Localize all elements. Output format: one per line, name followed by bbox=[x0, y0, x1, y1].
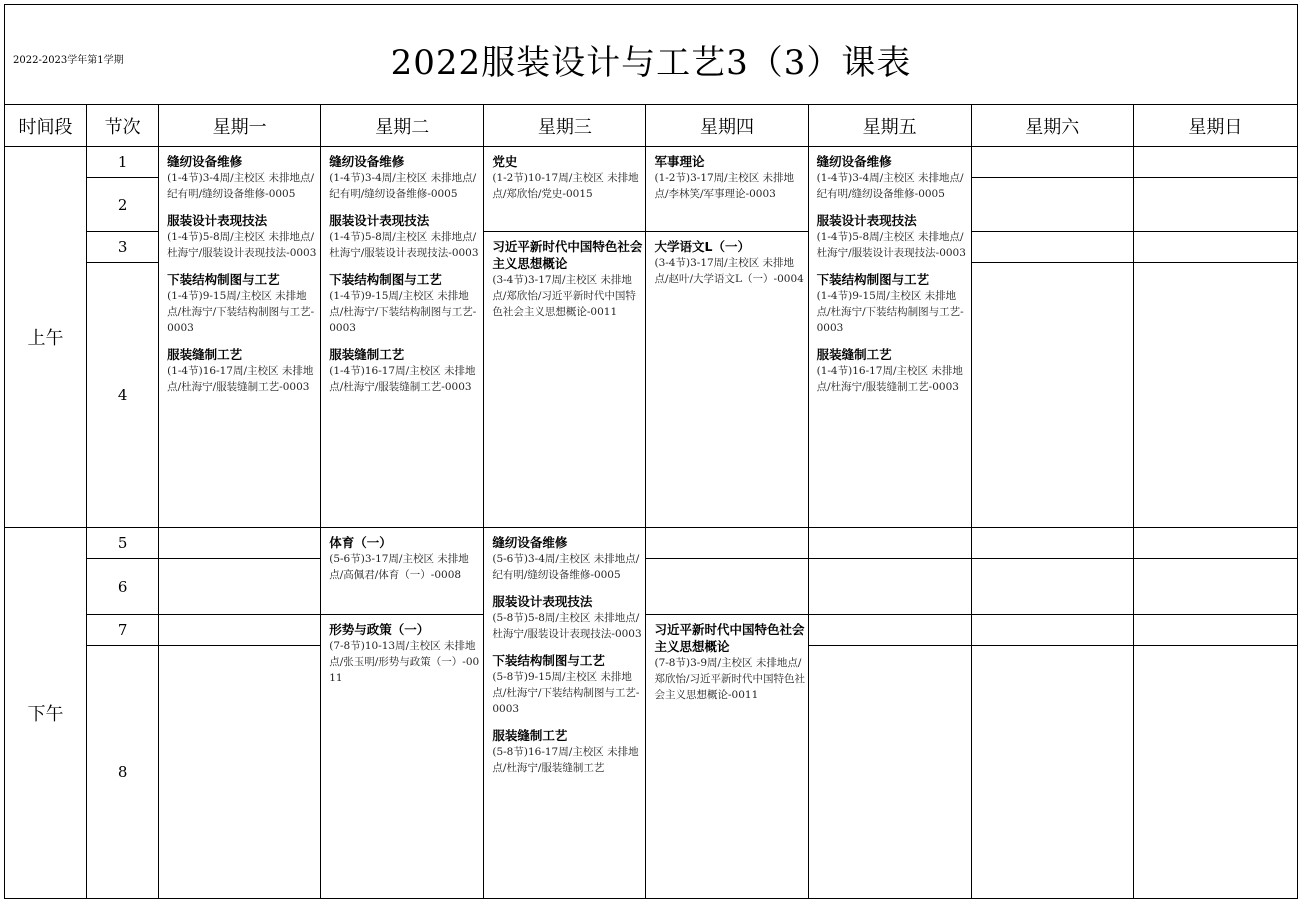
course-name: 军事理论 bbox=[654, 154, 705, 169]
course-name: 服装缝制工艺 bbox=[329, 347, 405, 362]
course-entry bbox=[492, 238, 643, 320]
slot-number: 6 bbox=[87, 559, 159, 615]
cell-wed-12[interactable] bbox=[484, 147, 646, 232]
course-info: (5-6节)3-4周/主校区 未排地点/纪有明/缝纫设备维修-0005 bbox=[492, 553, 640, 581]
course-name: 服装设计表现技法 bbox=[492, 594, 593, 609]
cell-thu-34[interactable] bbox=[646, 232, 808, 528]
cell-mon-5[interactable] bbox=[159, 528, 321, 559]
course-entry bbox=[817, 153, 969, 202]
col-monday: 星期一 bbox=[159, 105, 321, 147]
col-sunday: 星期日 bbox=[1133, 105, 1297, 147]
cell-fri-am[interactable] bbox=[808, 147, 971, 528]
course-name: 缝纫设备维修 bbox=[492, 535, 568, 550]
col-saturday: 星期六 bbox=[971, 105, 1133, 147]
course-entry bbox=[167, 271, 318, 336]
course-entry bbox=[492, 652, 643, 717]
cell-sat-5[interactable] bbox=[971, 528, 1133, 559]
page-title: 2022服装设计与工艺3（3）课表 bbox=[390, 43, 912, 83]
course-name: 服装缝制工艺 bbox=[167, 347, 243, 362]
cell-thu-5[interactable] bbox=[646, 528, 808, 559]
course-entry bbox=[817, 212, 969, 261]
cell-sat-6[interactable] bbox=[971, 559, 1133, 615]
course-info: (3-4节)3-17周/主校区 未排地点/赵叶/大学语文L（一）-0004 bbox=[654, 257, 804, 285]
course-info: (1-4节)3-4周/主校区 未排地点/纪有明/缝纫设备维修-0005 bbox=[329, 172, 477, 200]
course-name: 大学语文L（一） bbox=[654, 239, 750, 254]
course-info: (1-2节)10-17周/主校区 未排地点/郑欣怡/党史-0015 bbox=[492, 172, 639, 200]
cell-tue-78[interactable] bbox=[321, 615, 484, 899]
slot-row-5 bbox=[5, 528, 1298, 559]
course-info: (1-4节)5-8周/主校区 未排地点/杜海宁/服装设计表现技法-0003 bbox=[167, 231, 317, 259]
course-info: (1-4节)9-15周/主校区 未排地点/杜海宁/下装结构制图与工艺-0003 bbox=[329, 290, 477, 334]
cell-thu-78[interactable] bbox=[646, 615, 808, 899]
course-name: 习近平新时代中国特色社会主义思想概论 bbox=[492, 239, 643, 271]
course-name: 下装结构制图与工艺 bbox=[167, 272, 280, 287]
course-info: (1-4节)3-4周/主校区 未排地点/纪有明/缝纫设备维修-0005 bbox=[167, 172, 315, 200]
course-name: 下装结构制图与工艺 bbox=[492, 653, 605, 668]
course-info: (7-8节)10-13周/主校区 未排地点/张玉明/形势与政策（一）-0011 bbox=[329, 640, 480, 684]
cell-fri-5[interactable] bbox=[808, 528, 971, 559]
course-entry bbox=[329, 212, 481, 261]
course-name: 形势与政策（一） bbox=[329, 622, 430, 637]
course-info: (1-4节)16-17周/主校区 未排地点/杜海宁/服装缝制工艺-0003 bbox=[167, 365, 314, 393]
col-friday: 星期五 bbox=[808, 105, 971, 147]
cell-sun-8[interactable] bbox=[1133, 646, 1297, 899]
course-name: 体育（一） bbox=[329, 535, 392, 550]
course-entry bbox=[492, 727, 643, 776]
cell-sat-4[interactable] bbox=[971, 263, 1133, 528]
cell-wed-34[interactable] bbox=[484, 232, 646, 528]
cell-sat-7[interactable] bbox=[971, 615, 1133, 646]
cell-sat-1[interactable] bbox=[971, 147, 1133, 178]
course-info: (1-4节)16-17周/主校区 未排地点/杜海宁/服装缝制工艺-0003 bbox=[816, 365, 963, 393]
course-entry bbox=[167, 212, 318, 261]
course-info: (1-4节)9-15周/主校区 未排地点/杜海宁/下装结构制图与工艺-0003 bbox=[167, 290, 315, 334]
course-info: (1-4节)3-4周/主校区 未排地点/纪有明/缝纫设备维修-0005 bbox=[816, 172, 964, 200]
cell-thu-12[interactable] bbox=[646, 147, 808, 232]
cell-sun-4[interactable] bbox=[1133, 263, 1297, 528]
course-info: (5-8节)9-15周/主校区 未排地点/杜海宁/下装结构制图与工艺-0003 bbox=[492, 671, 640, 715]
slot-number: 8 bbox=[87, 646, 159, 899]
col-thursday: 星期四 bbox=[646, 105, 808, 147]
slot-number: 1 bbox=[87, 147, 159, 178]
course-info: (3-4节)3-17周/主校区 未排地点/郑欣怡/习近平新时代中国特色社会主义思想概论-0011 bbox=[492, 274, 636, 318]
course-info: (1-4节)5-8周/主校区 未排地点/杜海宁/服装设计表现技法-0003 bbox=[329, 231, 479, 259]
course-info: (1-4节)16-17周/主校区 未排地点/杜海宁/服装缝制工艺-0003 bbox=[329, 365, 476, 393]
course-info: (5-8节)16-17周/主校区 未排地点/杜海宁/服装缝制工艺 bbox=[492, 746, 639, 774]
slot-row-1 bbox=[5, 147, 1298, 178]
cell-sun-5[interactable] bbox=[1133, 528, 1297, 559]
course-entry bbox=[329, 534, 481, 583]
course-name: 服装设计表现技法 bbox=[329, 213, 430, 228]
cell-wed-pm[interactable] bbox=[484, 528, 646, 899]
cell-thu-6[interactable] bbox=[646, 559, 808, 615]
col-period: 时间段 bbox=[5, 105, 87, 147]
cell-mon-7[interactable] bbox=[159, 615, 321, 646]
session-morning: 上午 bbox=[5, 147, 87, 528]
term-label: 2022-2023学年第1学期 bbox=[13, 55, 124, 66]
slot-number: 7 bbox=[87, 615, 159, 646]
cell-sun-1[interactable] bbox=[1133, 147, 1297, 178]
course-name: 下装结构制图与工艺 bbox=[329, 272, 442, 287]
session-afternoon: 下午 bbox=[5, 528, 87, 899]
course-name: 缝纫设备维修 bbox=[167, 154, 243, 169]
cell-tue-56[interactable] bbox=[321, 528, 484, 615]
cell-tue-am[interactable] bbox=[321, 147, 484, 528]
timetable-sheet bbox=[4, 4, 1298, 907]
course-info: (1-2节)3-17周/主校区 未排地点/李林笑/军事理论-0003 bbox=[654, 172, 795, 200]
slot-row-7 bbox=[5, 615, 1298, 646]
cell-sat-8[interactable] bbox=[971, 646, 1133, 899]
course-name: 服装设计表现技法 bbox=[816, 213, 917, 228]
course-name: 服装缝制工艺 bbox=[492, 728, 568, 743]
course-entry bbox=[329, 153, 481, 202]
course-entry bbox=[329, 271, 481, 336]
course-info: (5-8节)5-8周/主校区 未排地点/杜海宁/服装设计表现技法-0003 bbox=[492, 612, 642, 640]
course-entry bbox=[492, 534, 643, 583]
cell-sun-2[interactable] bbox=[1133, 178, 1297, 232]
cell-sat-3[interactable] bbox=[971, 232, 1133, 263]
course-entry bbox=[329, 621, 481, 686]
course-name: 缝纫设备维修 bbox=[816, 154, 892, 169]
course-entry bbox=[817, 271, 969, 336]
course-entry bbox=[654, 621, 805, 703]
cell-mon-am[interactable] bbox=[159, 147, 321, 528]
course-name: 缝纫设备维修 bbox=[329, 154, 405, 169]
timetable-header bbox=[4, 4, 1298, 105]
course-info: (1-4节)5-8周/主校区 未排地点/杜海宁/服装设计表现技法-0003 bbox=[816, 231, 966, 259]
cell-fri-8[interactable] bbox=[808, 646, 971, 899]
course-name: 党史 bbox=[492, 154, 518, 169]
course-entry bbox=[654, 238, 805, 287]
course-name: 服装设计表现技法 bbox=[167, 213, 268, 228]
slot-row-6 bbox=[5, 559, 1298, 615]
cell-sun-3[interactable] bbox=[1133, 232, 1297, 263]
course-name: 下装结构制图与工艺 bbox=[816, 272, 930, 287]
course-info: (1-4节)9-15周/主校区 未排地点/杜海宁/下装结构制图与工艺-0003 bbox=[816, 290, 964, 334]
slot-number: 4 bbox=[87, 263, 159, 528]
col-tuesday: 星期二 bbox=[321, 105, 484, 147]
slot-number: 2 bbox=[87, 178, 159, 232]
header-row bbox=[5, 105, 1298, 147]
timetable-grid bbox=[4, 104, 1298, 899]
course-entry bbox=[492, 593, 643, 642]
course-entry bbox=[167, 346, 318, 395]
cell-mon-8[interactable] bbox=[159, 646, 321, 899]
col-wednesday: 星期三 bbox=[484, 105, 646, 147]
cell-sun-6[interactable] bbox=[1133, 559, 1297, 615]
cell-fri-7[interactable] bbox=[808, 615, 971, 646]
col-slot: 节次 bbox=[87, 105, 159, 147]
course-name: 习近平新时代中国特色社会主义思想概论 bbox=[654, 622, 805, 654]
slot-number: 3 bbox=[87, 232, 159, 263]
cell-sun-7[interactable] bbox=[1133, 615, 1297, 646]
course-entry bbox=[492, 153, 643, 202]
course-info: (5-6节)3-17周/主校区 未排地点/高佩君/体育（一）-0008 bbox=[329, 553, 469, 581]
course-entry bbox=[329, 346, 481, 395]
course-info: (7-8节)3-9周/主校区 未排地点/郑欣怡/习近平新时代中国特色社会主义思想概论-0011 bbox=[654, 657, 806, 701]
course-name: 服装缝制工艺 bbox=[816, 347, 892, 362]
slot-number: 5 bbox=[87, 528, 159, 559]
cell-fri-6[interactable] bbox=[808, 559, 971, 615]
course-entry bbox=[817, 346, 969, 395]
cell-mon-6[interactable] bbox=[159, 559, 321, 615]
course-entry bbox=[654, 153, 805, 202]
cell-sat-2[interactable] bbox=[971, 178, 1133, 232]
course-entry bbox=[167, 153, 318, 202]
